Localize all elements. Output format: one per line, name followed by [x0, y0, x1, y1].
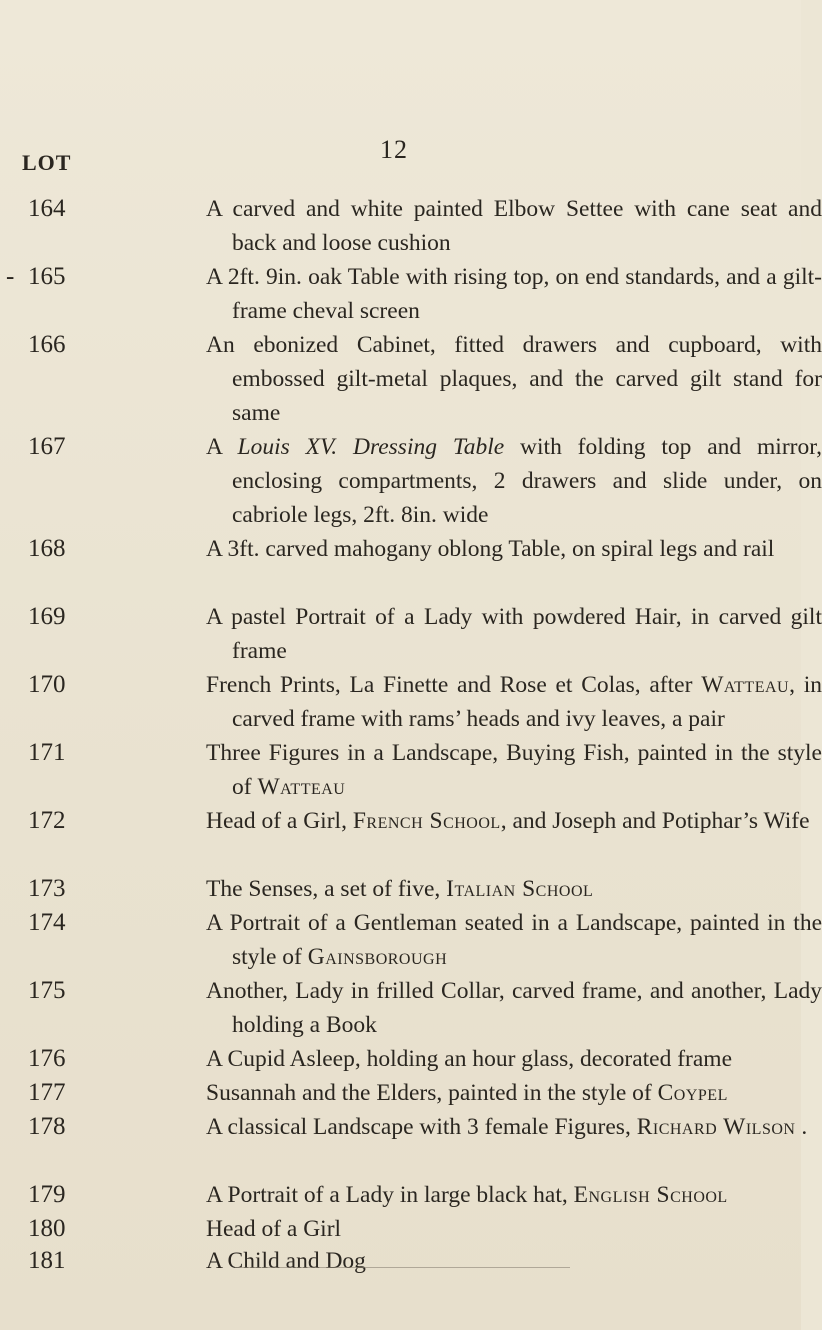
closing-rule — [235, 1267, 570, 1268]
lot-description: A 3ft. carved mahogany oblong Table, on spiral legs and rail — [206, 536, 775, 562]
lot-number: 179 — [28, 1181, 66, 1208]
lot-number: 177 — [28, 1079, 66, 1106]
lot-number: 169 — [28, 603, 66, 630]
lot-number: 175 — [28, 977, 66, 1004]
lot-number: 174 — [28, 909, 66, 936]
lot-description: A 2ft. 9in. oak Table with rising top, on end standards, and a gilt-frame cheval screen — [206, 264, 822, 324]
lot-number: - 165 — [28, 260, 66, 294]
lot-number: 178 — [28, 1113, 66, 1140]
lot-description: A pastel Portrait of a Lady with powdered Hair, in carved gilt frame — [206, 604, 822, 664]
lot-description: A classical Landscape with 3 female Figures, Richard Wilson . — [206, 1114, 808, 1140]
lot-description: An ebonized Cabinet, fitted drawers and cupboard, with embossed gilt-metal plaques, and the carved gilt stand for same — [206, 332, 822, 426]
lot-description: A carved and white painted Elbow Settee with cane seat and back and loose cushion — [206, 196, 822, 256]
lot-number: 170 — [28, 671, 66, 698]
lot-number: 180 — [28, 1215, 66, 1242]
page-number: 12 — [380, 135, 408, 164]
lot-description: French Prints, La Finette and Rose et Colas, after Watteau, in carved frame with rams’ heads and ivy leaves, a pair — [206, 672, 822, 732]
lot-number: 166 — [28, 331, 66, 358]
lot-description: Head of a Girl, French School, and Joseph and Potiphar’s Wife — [206, 808, 810, 834]
lot-description: A Cupid Asleep, holding an hour glass, decorated frame — [206, 1046, 733, 1072]
lot-number: 176 — [28, 1045, 66, 1072]
lot-description: A Portrait of a Gentleman seated in a Landscape, painted in the style of Gainsborough — [206, 910, 822, 970]
lot-number: 181 — [28, 1247, 66, 1274]
lot-description: Three Figures in a Landscape, Buying Fish, painted in the style of Watteau — [206, 740, 822, 800]
lot-description: Another, Lady in frilled Collar, carved frame, and another, Lady holding a Book — [206, 978, 822, 1038]
lot-number: 173 — [28, 875, 66, 902]
lot-description: Head of a Girl — [206, 1216, 342, 1242]
lot-description: A Child and Dog — [206, 1248, 366, 1274]
lot-number: 168 — [28, 535, 66, 562]
lot-description: A Portrait of a Lady in large black hat, English School — [206, 1182, 728, 1208]
lot-description: The Senses, a set of five, Italian School — [206, 876, 594, 902]
lot-number: 171 — [28, 739, 66, 766]
lot-number: 172 — [28, 807, 66, 834]
lot-marker: - — [6, 263, 15, 290]
lot-number: 164 — [28, 195, 66, 222]
lot-column-header: LOT — [22, 150, 72, 175]
lot-description: A Louis XV. Dressing Table with folding top and mirror, enclosing compartments, 2 drawers and slide under, on cabriole legs, 2ft. 8in. wide — [206, 434, 822, 528]
lot-description: Susannah and the Elders, painted in the style of Coypel — [206, 1080, 728, 1106]
lot-number: 167 — [28, 433, 66, 460]
